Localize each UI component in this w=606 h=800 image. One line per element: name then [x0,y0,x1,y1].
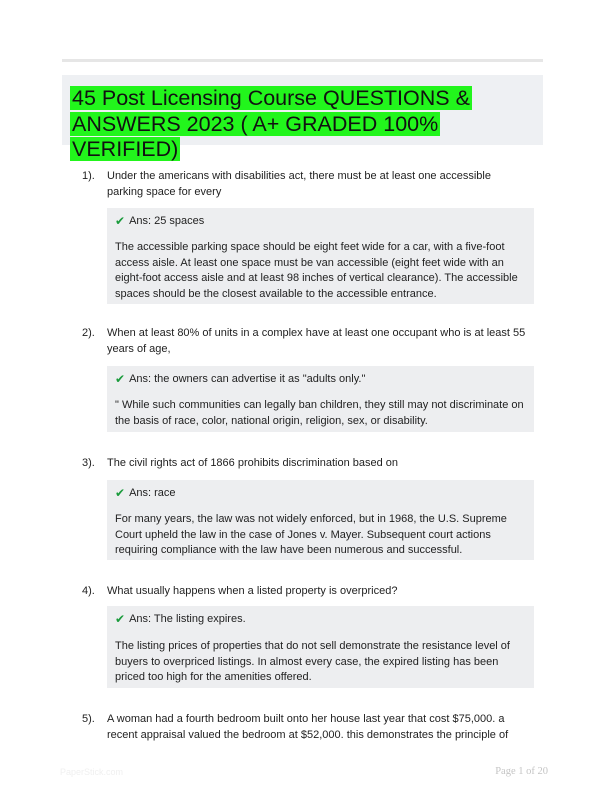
answer-line [115,213,204,229]
question-number: 4). [82,585,95,597]
answer-box [107,480,534,560]
answer-box [107,366,534,432]
answer-text: Ans: The listing expires. [129,613,246,625]
question-number: 5). [82,713,95,725]
answer-line [115,485,176,501]
answer-text: Ans: 25 spaces [129,215,205,227]
answer-explanation: The listing prices of properties that do not sell demonstrate the resistance level of buyers to overpriced listings. In almost every case, the expired listing has been priced too high for the amenities offered. [115,640,510,683]
check-icon: ✔ [115,612,126,626]
answer-line [115,371,365,387]
question-number: 3). [82,457,95,469]
answer-explanation: The accessible parking space should be eight feet wide for a car, with a five-foot access aisle. At least one space must be van accessible (eight feet wide with an eight-foot access aisle and at least 98 inches of vertical clearance). The accessible spaces should be the closest available to the accessible entrance. [115,241,518,300]
check-icon: ✔ [115,486,126,500]
answer-box [107,606,534,688]
top-divider [62,59,543,62]
answer-box [107,208,534,304]
footer-watermark: PaperStick.com [60,767,124,777]
question-text: Under the americans with disabilities act, there must be at least one accessible parking space for every [107,170,491,198]
question-text: The civil rights act of 1866 prohibits discrimination based on [107,457,399,469]
page-title [70,86,520,163]
question-number: 1). [82,170,95,182]
question-text: What usually happens when a listed property is overpriced? [107,585,398,597]
check-icon: ✔ [115,372,126,386]
answer-explanation: " While such communities can legally ban children, they still may not discriminate on the basis of race, color, national origin, religion, sex, or disability. [115,399,524,427]
check-icon: ✔ [115,214,126,228]
question-text: When at least 80% of units in a complex have at least one occupant who is at least 55 years of age, [107,327,526,355]
page-number: Page 1 of 20 [495,766,548,777]
answer-line [115,611,246,627]
question-text: A woman had a fourth bedroom built onto her house last year that cost $75,000. a recent appraisal valued the bedroom at $52,000. this demonstrates the principle of [107,713,509,741]
answer-text: Ans: race [129,487,176,499]
question-number: 2). [82,327,95,339]
page-title-text: 45 Post Licensing Course QUESTIONS & ANSWERS 2023 ( A+ GRADED 100% VERIFIED) [72,86,470,161]
answer-explanation: For many years, the law was not widely enforced, but in 1968, the U.S. Supreme Court upheld the law in the case of Jones v. Mayer. Subsequent court actions requiring compliance with the law have been numerous and successful. [115,513,507,556]
answer-text: Ans: the owners can advertise it as "adults only." [129,373,366,385]
